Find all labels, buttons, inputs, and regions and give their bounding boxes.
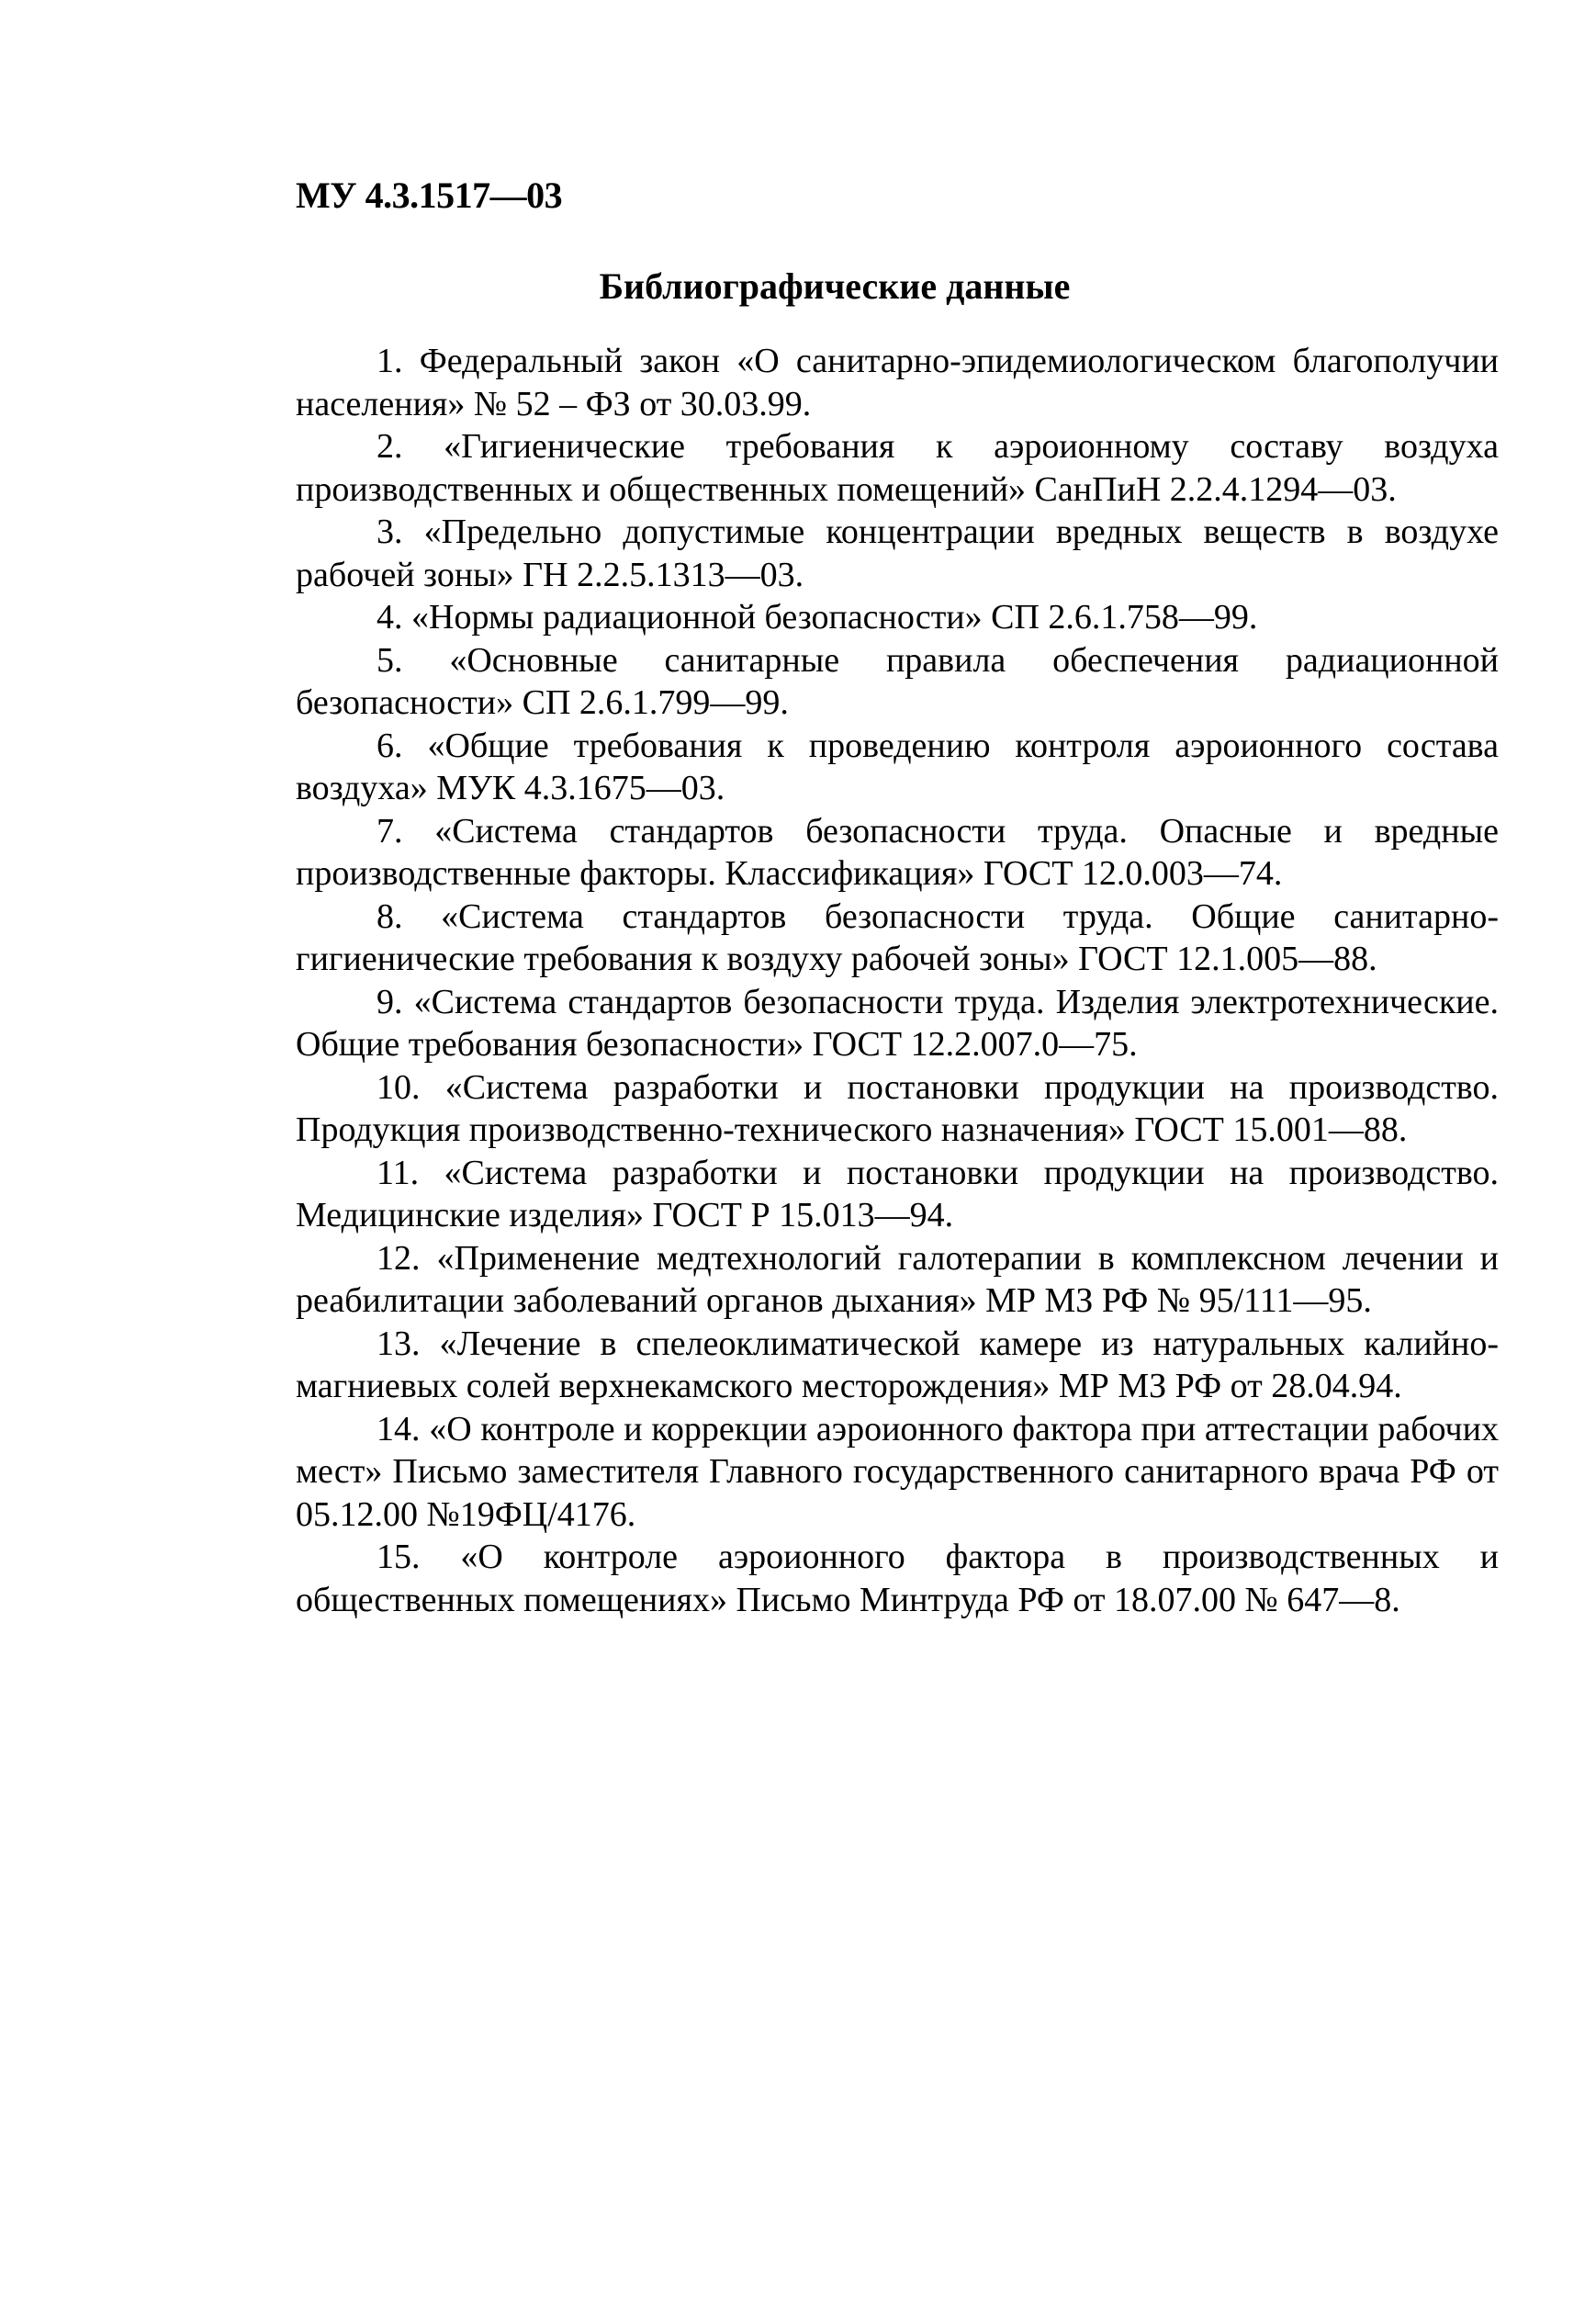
bibliography-item: 4. «Нормы радиационной безопасности» СП 2.6.1.758—99. — [377, 598, 1258, 637]
document-code: МУ 4.3.1517—03 — [296, 175, 563, 216]
bibliography-item: 13. «Лечение в спелеоклиматической камере из натуральных калийно-магниевых солей верхнекамского месторождения» МР МЗ РФ от 28.04.94. — [296, 1324, 1499, 1405]
bibliography-list — [296, 340, 1499, 1621]
bibliography-item: 12. «Применение медтехнологий галотерапии в комплексном лечении и реабилитации заболеваний органов дыхания» МР МЗ РФ № 95/111—95. — [296, 1238, 1499, 1320]
bibliography-item: 6. «Общие требования к проведению контроля аэроионного состава воздуха» МУК 4.3.1675—03. — [296, 726, 1499, 807]
bibliography-item: 1. Федеральный закон «О санитарно-эпидемиологическом благополучии населения» № 52 – ФЗ от 30.03.99. — [296, 342, 1499, 423]
bibliography-item: 10. «Система разработки и постановки продукции на производство. Продукция производственно-технического назначения» ГОСТ 15.001—88. — [296, 1067, 1499, 1149]
bibliography-item: 3. «Предельно допустимые концентрации вредных веществ в воздухе рабочей зоны» ГН 2.2.5.1313—03. — [296, 513, 1499, 594]
bibliography-item: 2. «Гигиенические требования к аэроионному составу воздуха производственных и общественных помещений» СанПиН 2.2.4.1294—03. — [296, 427, 1499, 509]
bibliography-item: 14. «О контроле и коррекции аэроионного фактора при аттестации рабочих мест» Письмо заместителя Главного государственного санитарного врача РФ от 05.12.00 №19ФЦ/4176. — [296, 1409, 1499, 1534]
bibliography-item: 7. «Система стандартов безопасности труда. Опасные и вредные производственные факторы. Классификация» ГОСТ 12.0.003—74. — [296, 811, 1499, 893]
bibliography-item: 8. «Система стандартов безопасности труда. Общие санитарно-гигиенические требования к воздуху рабочей зоны» ГОСТ 12.1.005—88. — [296, 896, 1499, 978]
bibliography-item: 9. «Система стандартов безопасности труда. Изделия электротехнические. Общие требования безопасности» ГОСТ 12.2.007.0—75. — [296, 982, 1499, 1064]
page-title: Библиографические данные — [599, 265, 1071, 307]
bibliography-item: 11. «Система разработки и постановки продукции на производство. Медицинские изделия» ГОСТ Р 15.013—94. — [296, 1153, 1499, 1234]
bibliography-item: 15. «О контроле аэроионного фактора в производственных и общественных помещениях» Письмо Минтруда РФ от 18.07.00 № 647—8. — [296, 1538, 1499, 1619]
bibliography-item: 5. «Основные санитарные правила обеспечения радиационной безопасности» СП 2.6.1.799—99. — [296, 640, 1499, 722]
